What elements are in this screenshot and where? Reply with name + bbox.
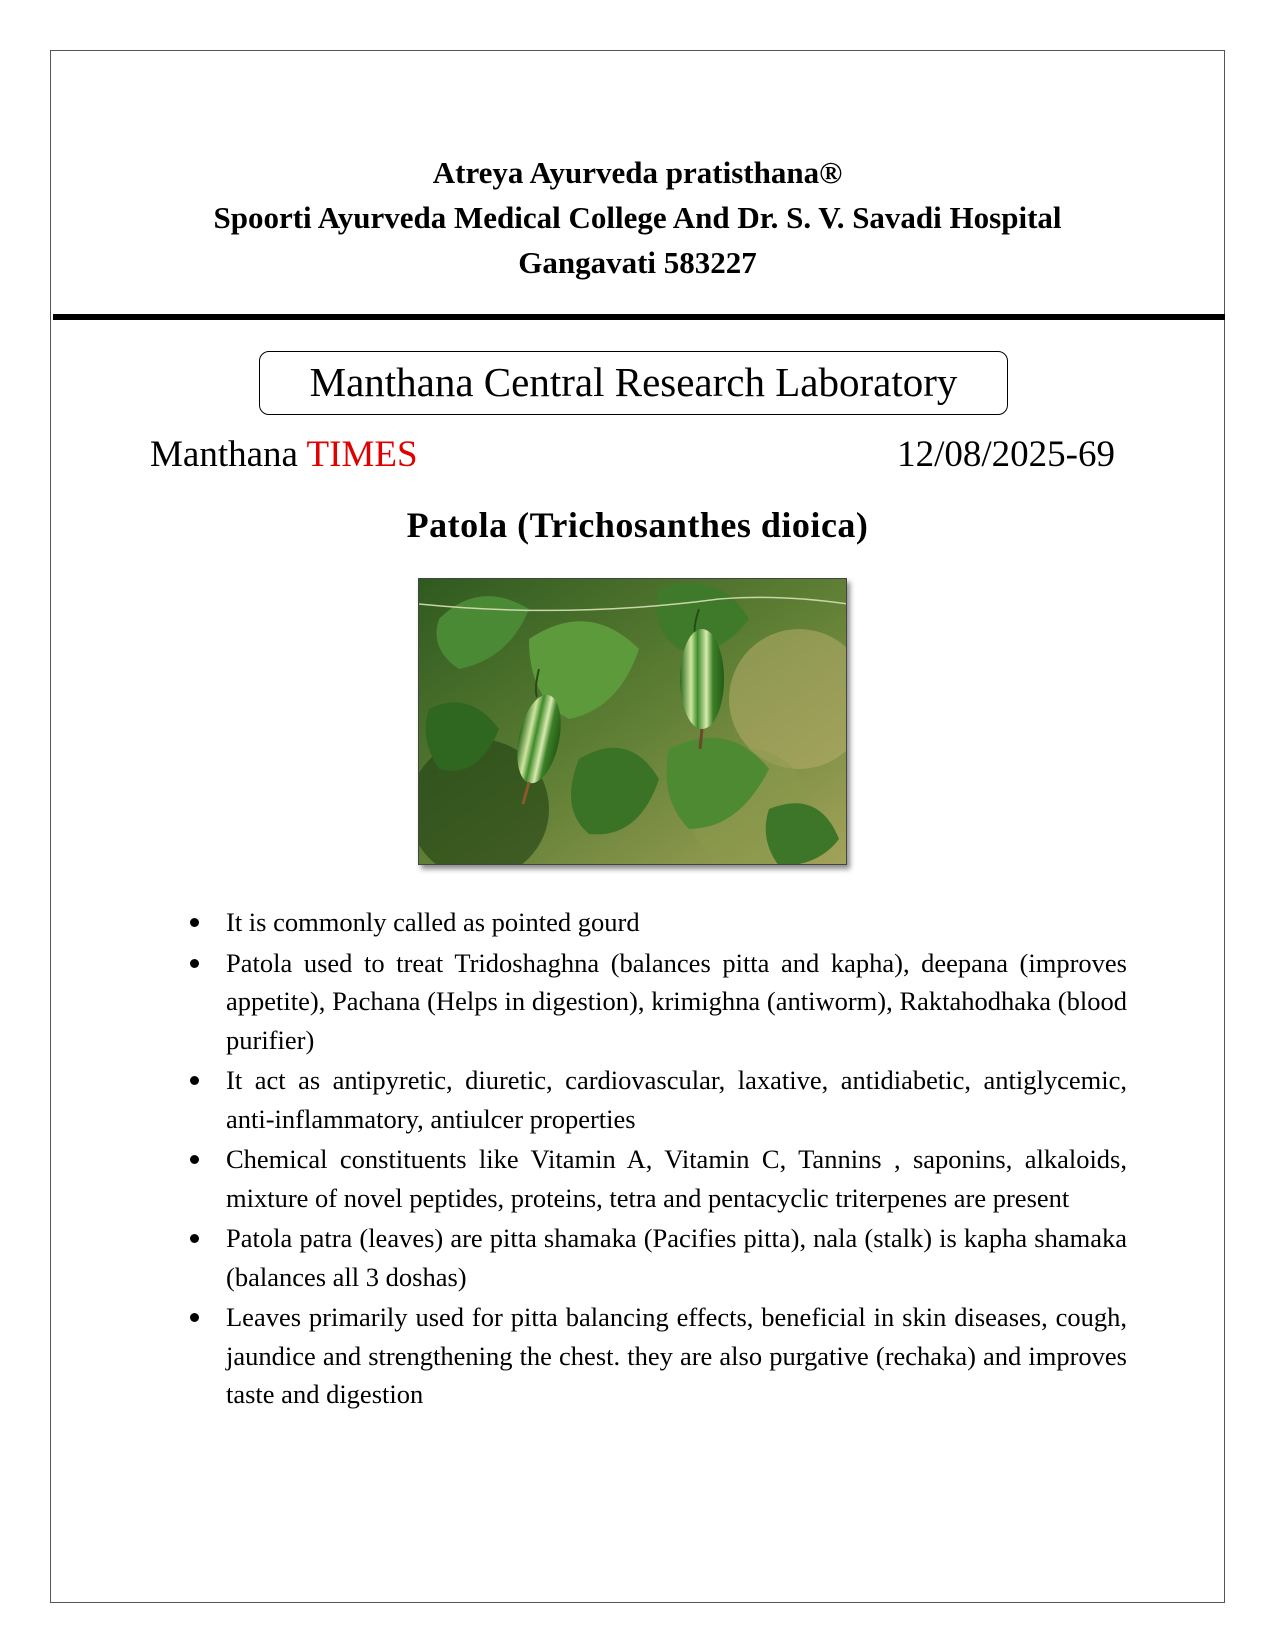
bullet-icon	[190, 959, 199, 968]
list-item	[182, 903, 1127, 942]
list-item	[182, 944, 1127, 1060]
header-line-1: Atreya Ayurveda pratisthana®	[432, 155, 843, 190]
patola-plant-photo	[418, 578, 847, 865]
list-item-text: Leaves primarily used for pitta balancing effects, beneficial in skin diseases, cough, jaundice and strengthening the chest. they are also purgative (rechaka) and improves taste and digestion	[226, 1302, 1127, 1409]
header-divider	[53, 314, 1225, 320]
masthead-prefix: Manthana	[150, 434, 298, 475]
newsletter-masthead	[150, 431, 418, 479]
list-item	[182, 1219, 1127, 1296]
institution-header	[50, 150, 1225, 285]
list-item-text: It is commonly called as pointed gourd	[226, 907, 640, 937]
list-item-text: Patola patra (leaves) are pitta shamaka (Pacifies pitta), nala (stalk) is kapha shamaka (balances all 3 doshas)	[226, 1223, 1127, 1292]
bullet-icon	[190, 1313, 199, 1322]
header-line-3: Gangavati 583227	[518, 245, 757, 280]
list-item-text: Chemical constituents like Vitamin A, Vitamin C, Tannins , saponins, alkaloids, mixture of novel peptides, proteins, tetra and pentacyclic triterpenes are present	[226, 1144, 1127, 1213]
bullet-icon	[190, 918, 199, 927]
list-item	[182, 1140, 1127, 1217]
article-title: Patola (Trichosanthes dioica)	[406, 505, 869, 545]
issue-number: 12/08/2025-69	[897, 434, 1115, 475]
lab-name-box	[259, 351, 1008, 415]
facts-list	[182, 903, 1127, 1416]
bullet-icon	[190, 1155, 199, 1164]
bullet-icon	[190, 1234, 199, 1243]
list-item	[182, 1061, 1127, 1138]
list-item	[182, 1298, 1127, 1414]
header-line-2: Spoorti Ayurveda Medical College And Dr. S. V. Savadi Hospital	[213, 200, 1062, 235]
list-item-text: It act as antipyretic, diuretic, cardiovascular, laxative, antidiabetic, antiglycemic, anti-inflammatory, antiulcer properties	[226, 1065, 1127, 1134]
bullet-icon	[190, 1076, 199, 1085]
lab-name: Manthana Central Research Laboratory	[309, 359, 958, 405]
list-item-text: Patola used to treat Tridoshaghna (balances pitta and kapha), deepana (improves appetite), Pachana (Helps in digestion), krimighna (antiworm), Raktahodhaka (blood purifier)	[226, 947, 1127, 1055]
masthead-times: TIMES	[306, 434, 418, 475]
